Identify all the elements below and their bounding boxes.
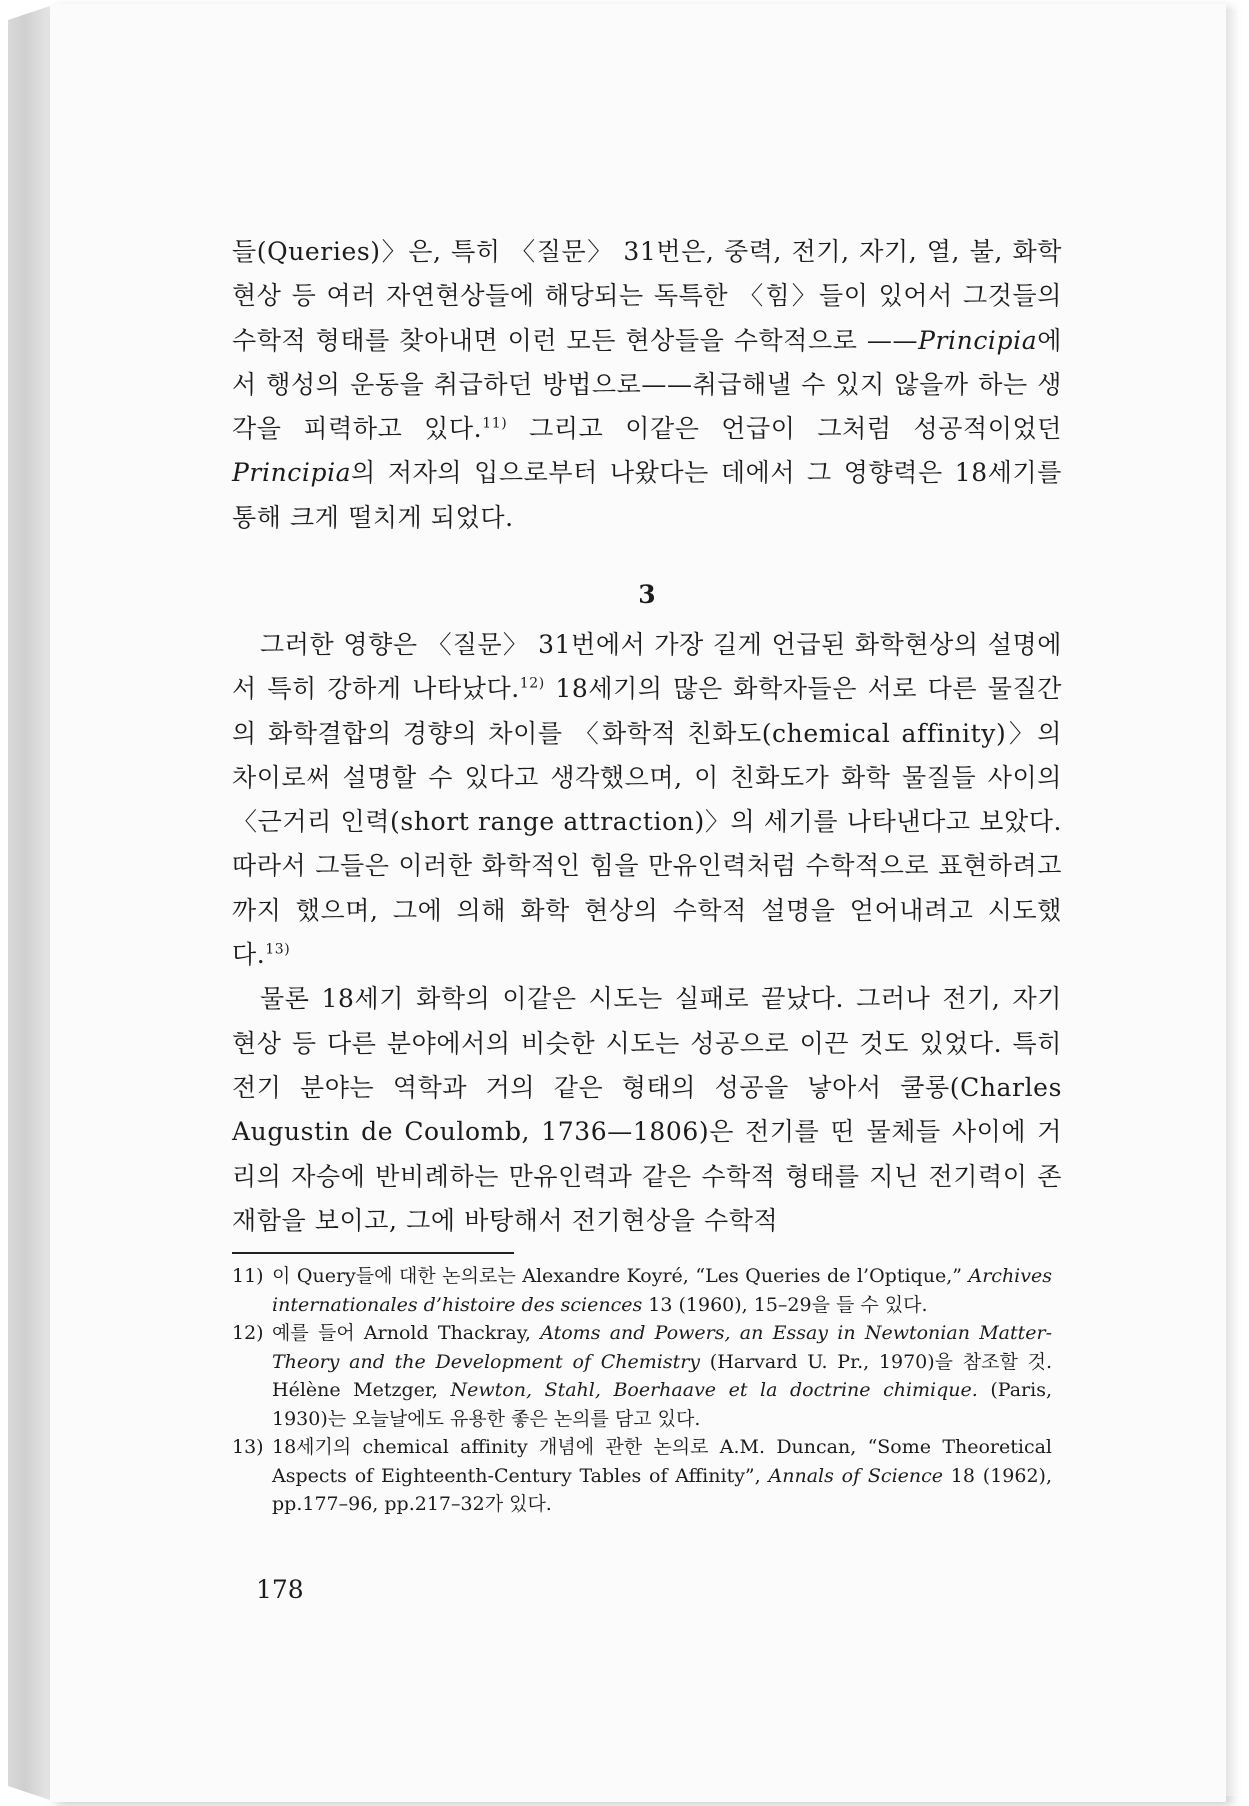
- footnote-part: 13 (1960), 15–29을 들 수 있다.: [642, 1293, 928, 1316]
- paragraph-text: 18세기의 많은 화학자들은 서로 다른 물질간의 화학결합의 경향의 차이를 〈화학적 친화도(chemical affinity)〉의 차이로써 설명할 수 있다고 생각했으며, 이 친화도가 화학 물질들 사이의 〈근거리 인력(short range attraction)〉의 세기를 나타낸다고 보았다. 따라서 그들은 이러한 화학적인 힘을 만유인력처럼 수학적으로 표현하려고까지 했으며, 그에 의해 화학 현상의 수학적 설명을 얻어내려고 시도했다.: [232, 674, 1062, 970]
- page-number: 178: [256, 1575, 304, 1604]
- footnote-italic: Annals of Science: [768, 1464, 944, 1487]
- italic-title: Principia: [918, 325, 1038, 355]
- footnote-11: [232, 1262, 1052, 1319]
- section-3-body: [232, 623, 1062, 1243]
- footnote-ref: 11): [482, 415, 508, 432]
- footnote-italic: Archives internationales d’histoire des sciences: [272, 1265, 1052, 1316]
- page-edge: [1226, 10, 1240, 1796]
- footnote-12: [232, 1319, 1052, 1433]
- footnote-text: [272, 1319, 1052, 1433]
- paragraph-text: 들(Queries)〉은, 특히 〈질문〉 31번은, 중력, 전기, 자기, 열, 불, 화학현상 등 여러 자연현상들에 해당되는 독특한 〈힘〉들이 있어서 그것들의 수학적 형태를 찾아내면 이런 모든 현상들을 수학적으로 ——: [232, 237, 1062, 355]
- footnote-number: 13): [232, 1436, 264, 1458]
- footnote-ref: 13): [265, 941, 291, 958]
- paragraph-text: 그리고 이같은 언급이 그처럼 성공적이었던: [507, 414, 1062, 444]
- footnote-part: (Harvard U. Pr., 1970)을 참조할 것. Hélène Metzger,: [272, 1350, 1052, 1401]
- footnote-part: (Paris, 1930)는 오늘날에도 유용한 좋은 논의를 담고 있다.: [272, 1379, 1052, 1430]
- footnote-number: 11): [232, 1265, 264, 1287]
- footnote-number: 12): [232, 1322, 264, 1344]
- paragraph-2: [232, 623, 1062, 977]
- paragraph-3: 물론 18세기 화학의 이같은 시도는 실패로 끝났다. 그러나 전기, 자기 현상 등 다른 분야에서의 비슷한 시도는 성공으로 이끈 것도 있었다. 특히 전기 분야는 역학과 거의 같은 형태의 성공을 낳아서 쿨롱(Charles Augustin de Coulomb, 1736—1806)은 전기를 띤 물체들 사이에 거리의 자승에 반비례하는 만유인력과 같은 수학적 형태를 지닌 전기력이 존재함을 보이고, 그에 바탕해서 전기현상을 수학적: [232, 984, 1062, 1235]
- footnote-italic: Newton, Stahl, Boerhaave et la doctrine chimique.: [450, 1379, 978, 1401]
- footnote-13: [232, 1433, 1052, 1519]
- paragraph-text: 의 저자의 입으로부터 나왔다는 데에서 그 영향력은 18세기를 통해 크게 떨치게 되었다.: [232, 458, 1062, 532]
- footnote-text: [272, 1433, 1052, 1519]
- footnote-part: 18세기의 chemical affinity 개념에 관한 논의로 A.M. Duncan, “Some Theoretical Aspects of Eighteenth-Century Tables of Affinity”,: [272, 1436, 1052, 1487]
- footnote-part: 18 (1962), pp.177–96, pp.217–32가 있다.: [272, 1464, 1053, 1515]
- book-spine: [8, 6, 50, 1800]
- paragraph-1: [232, 230, 1062, 540]
- footnote-italic: Atoms and Powers, an Essay in Newtonian Matter-Theory and the Development of Chemistry: [272, 1322, 1052, 1373]
- paragraph-text: 에서 행성의 운동을 취급하던 방법으로——취급해낼 수 있지 않을까 하는 생각을 피력하고 있다.: [232, 325, 1062, 444]
- footnotes: [232, 1262, 1052, 1519]
- footnote-text: [272, 1262, 1052, 1319]
- paragraph-text: 그러한 영향은 〈질문〉 31번에서 가장 길게 언급된 화학현상의 설명에서 특히 강하게 나타났다.: [232, 630, 1062, 704]
- footnote-rule: [232, 1252, 514, 1254]
- footnote-ref: 12): [519, 675, 545, 692]
- italic-title: Principia: [232, 458, 352, 488]
- footnote-part: 이 Query들에 대한 논의로는 Alexandre Koyré, “Les Queries de l’Optique,”: [272, 1265, 969, 1287]
- section-heading: 3: [638, 580, 656, 609]
- footnote-part: 예를 들어 Arnold Thackray,: [272, 1322, 541, 1344]
